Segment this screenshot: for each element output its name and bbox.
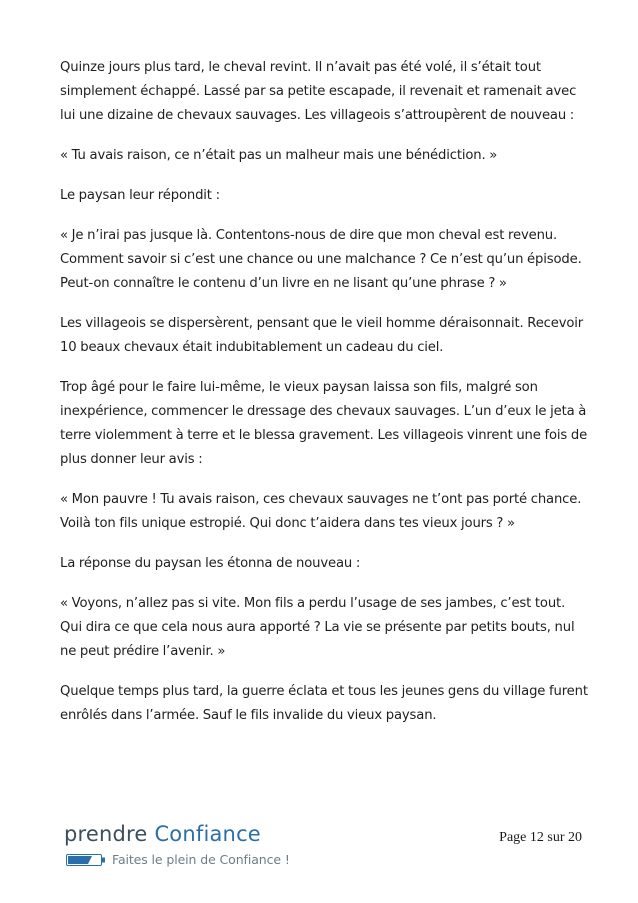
paragraph: Les villageois se dispersèrent, pensant que le vieil homme déraisonnait. Recevoir 10 beaux chevaux était indubitablement un cadeau du ciel. (60, 316, 584, 355)
battery-icon (66, 854, 106, 866)
paragraph: Quelque temps plus tard, la guerre éclata et tous les jeunes gens du village furent enrôlés dans l’armée. Sauf le fils invalide du vieux paysan. (60, 684, 588, 723)
paragraph: La réponse du paysan les étonna de nouveau : (60, 556, 361, 571)
page-number: Page 12 sur 20 (499, 830, 582, 845)
paragraph: « Mon pauvre ! Tu avais raison, ces chevaux sauvages ne t’ont pas porté chance. Voilà ton fils unique estropié. Qui donc t’aidera dans tes vieux jours ? » (60, 492, 582, 531)
logo-tagline: Faites le plein de Confiance ! (112, 852, 290, 867)
logo-word-prendre: prendre (64, 822, 155, 846)
paragraph: Quinze jours plus tard, le cheval revint. Il n’avait pas été volé, il s’était tout simplement échappé. Lassé par sa petite escapade, il revenait et ramenait avec lui une dizaine de chevaux sauvages. Les villageois s’attroupèrent de nouveau : (60, 60, 577, 123)
logo-title (64, 822, 261, 846)
prendre-confiance-logo (64, 822, 304, 878)
paragraph: « Voyons, n’allez pas si vite. Mon fils a perdu l’usage de ses jambes, c’est tout. Qui dira ce que cela nous aura apporté ? La vie se présente par petits bouts, nul ne peut prédire l’avenir. » (60, 596, 575, 659)
paragraph: Le paysan leur répondit : (60, 188, 220, 203)
page-footer (0, 818, 638, 888)
paragraph: Trop âgé pour le faire lui-même, le vieux paysan laissa son fils, malgré son inexpérience, commencer le dressage des chevaux sauvages. L’un d’eux le jeta à terre violemment à terre et le blessa gravement. Les villageois vinrent une fois de plus donner leur avis : (60, 380, 588, 467)
body-text (60, 56, 588, 744)
paragraph: « Tu avais raison, ce n’était pas un malheur mais une bénédiction. » (60, 148, 498, 163)
paragraph: « Je n’irai pas jusque là. Contentons-nous de dire que mon cheval est revenu. Comment savoir si c’est une chance ou une malchance ? Ce n’est qu’un épisode. Peut-on connaître le contenu d’un livre en ne lisant qu’une phrase ? » (60, 228, 582, 291)
logo-word-confiance: Confiance (154, 822, 261, 846)
